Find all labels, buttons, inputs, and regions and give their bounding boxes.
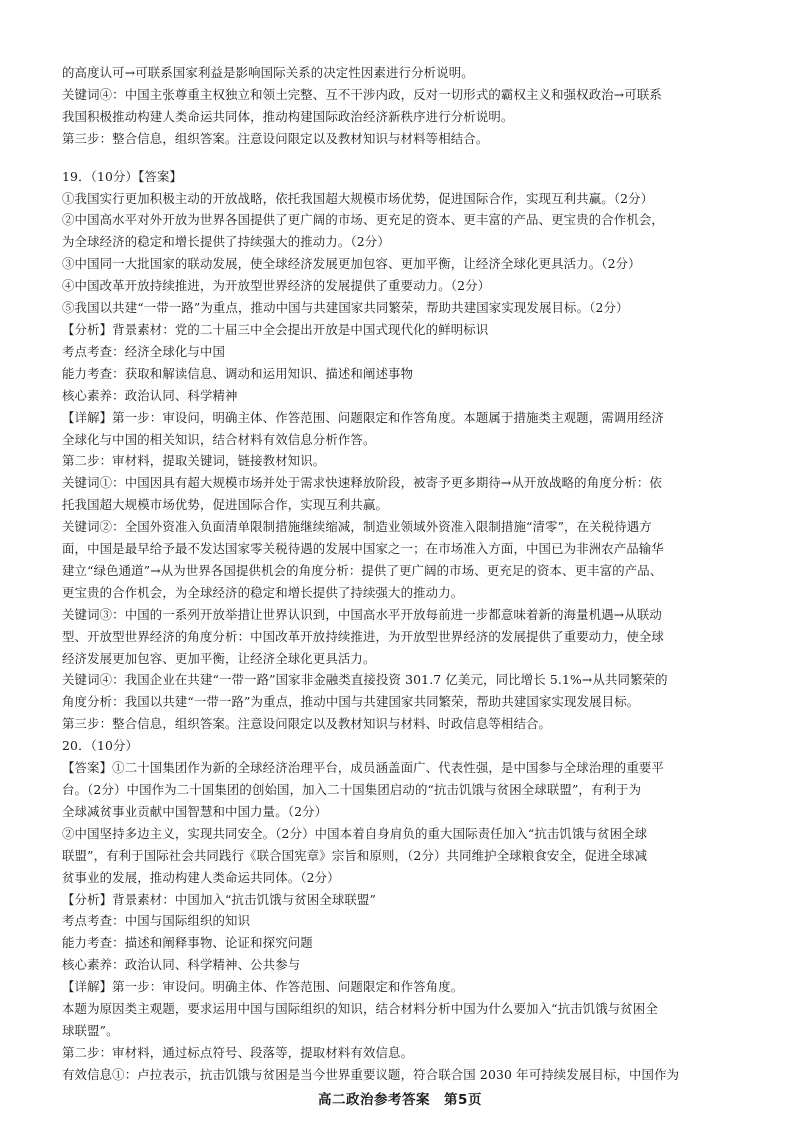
text-line: 核心素养：政治认同、科学精神、公共参与 — [62, 957, 301, 973]
text-line: 关键词④：我国企业在共建“一带一路”国家非金融类直接投资 301.7 亿美元，同比增长 5.1%→从共同繁荣的 — [62, 672, 668, 688]
text-line: 考点考查：中国与国际组织的知识 — [62, 913, 251, 929]
text-line: 角度分析：我国以共建“一带一路”为重点，推动中国与共建国家共同繁荣，帮助共建国家实现发展目标。 — [62, 694, 640, 710]
text-line: 建立“绿色通道”→从为世界各国提供机会的角度分析：提供了更广阔的市场、更充足的资本、更丰富的产品、 — [62, 562, 663, 578]
text-line: 19．（10分）【答案】 — [62, 168, 183, 184]
text-line: 经济发展更加包容、更加平衡，让经济全球化更具活力。 — [62, 650, 376, 666]
text-line: 能力考查：获取和解读信息、调动和运用知识、描述和阐述事物 — [62, 365, 414, 381]
text-line: 能力考查：描述和阐释事物、论证和探究问题 — [62, 935, 313, 951]
text-line: 第二步：审材料，通过标点符号、段落等，提取材料有效信息。 — [62, 1044, 414, 1060]
text-line: 我国积极推动构建人类命运共同体，推动构建国际政治经济新秩序进行分析说明。 — [62, 108, 514, 124]
text-line: 球联盟”。 — [62, 1022, 119, 1038]
text-line: 的高度认可→可联系国家利益是影响国际关系的决定性因素进行分析说明。 — [62, 65, 474, 80]
text-line: 20．（10分） — [62, 738, 139, 754]
text-line: 贫事业的发展，推动构建人类命运共同体。（2分） — [62, 869, 340, 885]
text-line: 第三步：整合信息，组织答案。注意设问限定以及教材知识与材料等相结合。 — [62, 130, 489, 146]
text-line: ③中国同一大批国家的联动发展，使全球经济发展更加包容、更加平衡，让经济全球化更具活力。（2分） — [62, 256, 641, 272]
text-line: 更宝贵的合作机会，为全球经济的稳定和增长提供了持续强大的推动力。 — [62, 584, 464, 600]
text-line: 面，中国是最早给予最不发达国家零关税待遇的发展中国家之一；在市场准入方面，中国已为非洲农产品输华 — [62, 541, 664, 557]
text-line: 全球化与中国的相关知识，结合材料有效信息分析作答。 — [62, 431, 376, 447]
text-line: 有效信息①：卢拉表示，抗击饥饿与贫困是当今世界重要议题，符合联合国 2030 年可持续发展目标，中国作为 — [62, 1066, 680, 1082]
text-line: 第二步：审材料，提取关键词，链接教材知识。 — [62, 453, 326, 469]
text-line: ②中国坚持多边主义，实现共同安全。（2分）中国本着自身肩负的重大国际责任加入“抗击饥饿与贫困全球 — [62, 825, 648, 841]
text-line: 本题为原因类主观题，要求运用中国与国际组织的知识，结合材料分析中国为什么要加入“抗击饥饿与贫困全 — [62, 1001, 658, 1017]
text-line: 台。（2分）中国作为二十国集团的创始国，加入二十国集团启动的“抗击饥饿与贫困全球联盟”，有利于为 — [62, 782, 642, 797]
text-line: 关键词①：中国因具有超大规模市场并处于需求快速释放阶段，被寄予更多期待→从开放战略的角度分析：依 — [62, 475, 662, 491]
text-line: ⑤我国以共建“一带一路”为重点，推动中国与共建国家共同繁荣，帮助共建国家实现发展目标。（2分） — [62, 300, 629, 316]
text-line: 核心素养：政治认同、科学精神 — [62, 387, 238, 403]
text-line: 【答案】①二十国集团作为新的全球经济治理平台，成员涵盖面广、代表性强，是中国参与全球治理的重要平 — [62, 760, 664, 776]
text-line: 型、开放型世界经济的角度分析：中国改革开放持续推进，为开放型世界经济的发展提供了重要动力，使全球 — [62, 628, 664, 644]
text-line: 【分析】背景素材：中国加入“抗击饥饿与贫困全球联盟” — [62, 891, 376, 907]
text-line: 关键词②：全国外资准入负面清单限制措施继续缩减，制造业领域外资准入限制措施“清零”，在关税待遇方 — [62, 519, 652, 535]
text-line: ①我国实行更加积极主动的开放战略，依托我国超大规模市场优势，促进国际合作，实现互利共赢。（2分） — [62, 190, 654, 206]
text-line: 联盟”，有利于国际社会共同践行《联合国宪章》宗旨和原则，（2分）共同维护全球粮食安全，促进全球减 — [62, 847, 648, 863]
text-line: 为全球经济的稳定和增长提供了持续强大的推动力。（2分） — [62, 234, 390, 250]
text-line: 第三步：整合信息，组织答案。注意设问限定以及教材知识与材料、时政信息等相结合。 — [62, 716, 552, 732]
text-line: 【详解】第一步：审设问。明确主体、作答范围、问题限定和作答角度。 — [62, 979, 464, 995]
document-body — [62, 62, 752, 1086]
text-line: 托我国超大规模市场优势，促进国际合作，实现互利共赢。 — [62, 497, 389, 513]
text-line: 全球减贫事业贡献中国智慧和中国力量。（2分） — [62, 803, 328, 819]
page-footer: 高二政治参考答案 第5页 — [318, 1092, 482, 1108]
blank-line — [62, 150, 752, 166]
text-line: ④中国改革开放持续推进，为开放型世界经济的发展提供了重要动力。（2分） — [62, 278, 491, 294]
text-line: 关键词④：中国主张尊重主权独立和领土完整、互不干涉内政，反对一切形式的霸权主义和强权政治→可联系 — [62, 86, 662, 102]
text-line: ②中国高水平对外开放为世界各国提供了更广阔的市场、更充足的资本、更丰富的产品、更宝贵的合作机会， — [62, 212, 664, 228]
text-line: 【详解】第一步：审设问，明确主体、作答范围、问题限定和作答角度。本题属于措施类主观题，需调用经济 — [62, 409, 664, 425]
text-line: 考点考查：经济全球化与中国 — [62, 343, 226, 359]
text-line: 【分析】背景素材：党的二十届三中全会提出开放是中国式现代化的鲜明标识 — [62, 321, 489, 337]
text-line: 关键词③：中国的一系列开放举措让世界认识到，中国高水平开放每前进一步都意味着新的海量机遇→从联动 — [62, 606, 662, 622]
